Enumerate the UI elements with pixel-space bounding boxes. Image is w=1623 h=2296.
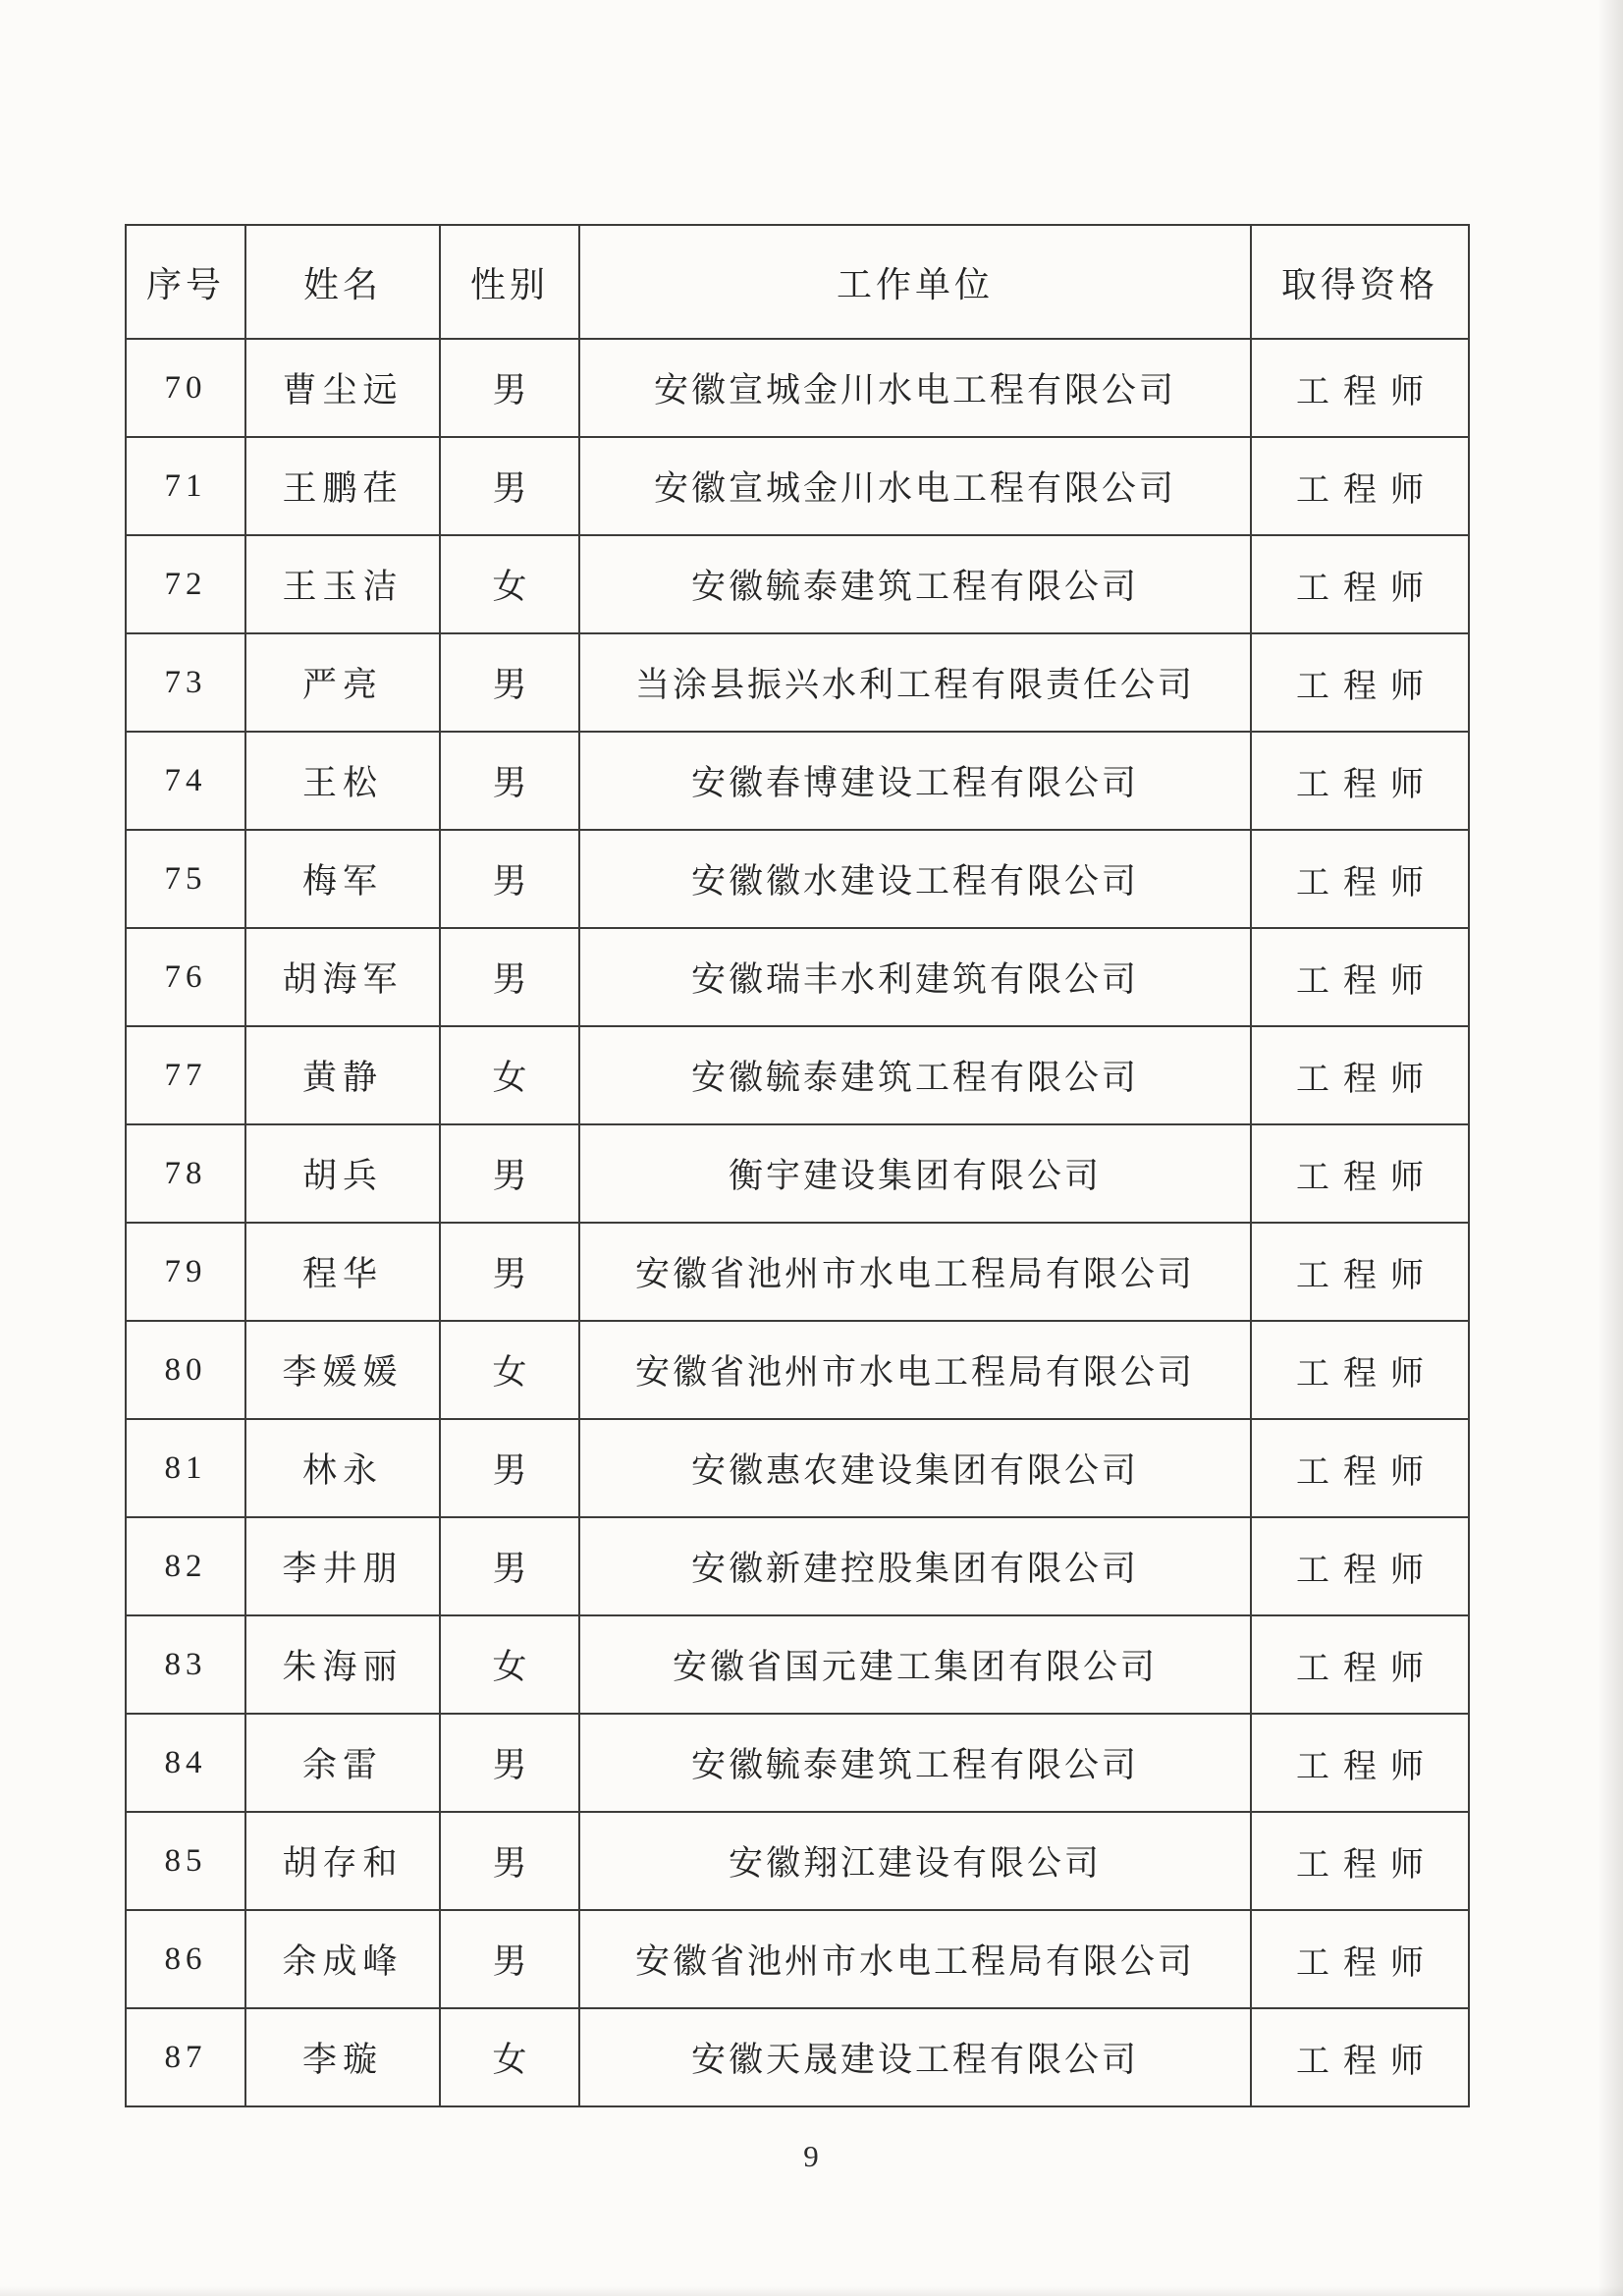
- table-row: [126, 732, 1469, 830]
- cell-company: 安徽春博建设工程有限公司: [579, 732, 1251, 830]
- cell-gender: 男: [440, 1517, 579, 1615]
- scan-edge-shading-right: [1597, 0, 1623, 2296]
- cell-qualification: 工程师: [1251, 1321, 1469, 1419]
- cell-name: 李井朋: [245, 1517, 440, 1615]
- table-row: [126, 1910, 1469, 2008]
- cell-qualification: 工程师: [1251, 1910, 1469, 2008]
- cell-qualification: 工程师: [1251, 1419, 1469, 1517]
- cell-gender: 男: [440, 437, 579, 535]
- cell-company: 安徽翔江建设有限公司: [579, 1812, 1251, 1910]
- cell-name: 王松: [245, 732, 440, 830]
- cell-qualification: 工程师: [1251, 1026, 1469, 1124]
- cell-qualification: 工程师: [1251, 1124, 1469, 1223]
- cell-gender: 男: [440, 830, 579, 928]
- column-header-qualification: 取得资格: [1251, 225, 1469, 339]
- cell-gender: 女: [440, 1026, 579, 1124]
- column-header-serial: 序号: [126, 225, 245, 339]
- cell-qualification: 工程师: [1251, 1714, 1469, 1812]
- cell-qualification: 工程师: [1251, 2008, 1469, 2106]
- table-row: [126, 1812, 1469, 1910]
- table-row: [126, 1517, 1469, 1615]
- cell-name: 胡存和: [245, 1812, 440, 1910]
- cell-qualification: 工程师: [1251, 437, 1469, 535]
- page-number: 9: [803, 2139, 820, 2173]
- table-row: [126, 928, 1469, 1026]
- cell-name: 林永: [245, 1419, 440, 1517]
- cell-serial-number: 73: [126, 633, 245, 732]
- cell-serial-number: 79: [126, 1223, 245, 1321]
- cell-gender: 女: [440, 1321, 579, 1419]
- table-row: [126, 1419, 1469, 1517]
- cell-name: 梅军: [245, 830, 440, 928]
- cell-gender: 女: [440, 2008, 579, 2106]
- cell-qualification: 工程师: [1251, 1223, 1469, 1321]
- cell-company: 安徽毓泰建筑工程有限公司: [579, 535, 1251, 633]
- cell-company: 安徽毓泰建筑工程有限公司: [579, 1714, 1251, 1812]
- roster-table: [125, 224, 1470, 2107]
- cell-company: 安徽省国元建工集团有限公司: [579, 1615, 1251, 1714]
- cell-gender: 男: [440, 339, 579, 437]
- cell-gender: 男: [440, 1714, 579, 1812]
- cell-serial-number: 74: [126, 732, 245, 830]
- cell-name: 李媛媛: [245, 1321, 440, 1419]
- cell-serial-number: 85: [126, 1812, 245, 1910]
- cell-name: 王玉洁: [245, 535, 440, 633]
- cell-name: 王鹏荏: [245, 437, 440, 535]
- cell-serial-number: 71: [126, 437, 245, 535]
- column-header-gender: 性别: [440, 225, 579, 339]
- table-row: [126, 1223, 1469, 1321]
- cell-company: 安徽惠农建设集团有限公司: [579, 1419, 1251, 1517]
- cell-gender: 男: [440, 1419, 579, 1517]
- cell-qualification: 工程师: [1251, 1517, 1469, 1615]
- cell-company: 安徽省池州市水电工程局有限公司: [579, 1321, 1251, 1419]
- cell-serial-number: 70: [126, 339, 245, 437]
- table-row: [126, 830, 1469, 928]
- cell-company: 安徽新建控股集团有限公司: [579, 1517, 1251, 1615]
- cell-gender: 男: [440, 928, 579, 1026]
- cell-company: 当涂县振兴水利工程有限责任公司: [579, 633, 1251, 732]
- cell-company: 安徽天晟建设工程有限公司: [579, 2008, 1251, 2106]
- header-row: [126, 225, 1469, 339]
- scan-edge-shading-bottom: [0, 2286, 1623, 2296]
- table-row: [126, 437, 1469, 535]
- cell-name: 曹尘远: [245, 339, 440, 437]
- cell-company: 衡宇建设集团有限公司: [579, 1124, 1251, 1223]
- cell-serial-number: 75: [126, 830, 245, 928]
- cell-gender: 男: [440, 1124, 579, 1223]
- cell-serial-number: 82: [126, 1517, 245, 1615]
- cell-serial-number: 81: [126, 1419, 245, 1517]
- cell-qualification: 工程师: [1251, 1615, 1469, 1714]
- table-row: [126, 1321, 1469, 1419]
- cell-company: 安徽毓泰建筑工程有限公司: [579, 1026, 1251, 1124]
- cell-serial-number: 87: [126, 2008, 245, 2106]
- cell-name: 胡兵: [245, 1124, 440, 1223]
- cell-name: 严亮: [245, 633, 440, 732]
- table-row: [126, 1124, 1469, 1223]
- table-row: [126, 535, 1469, 633]
- cell-qualification: 工程师: [1251, 732, 1469, 830]
- cell-company: 安徽宣城金川水电工程有限公司: [579, 437, 1251, 535]
- cell-name: 胡海军: [245, 928, 440, 1026]
- cell-serial-number: 77: [126, 1026, 245, 1124]
- cell-qualification: 工程师: [1251, 928, 1469, 1026]
- cell-name: 朱海丽: [245, 1615, 440, 1714]
- roster-table-body: [126, 339, 1469, 2106]
- cell-serial-number: 76: [126, 928, 245, 1026]
- cell-serial-number: 84: [126, 1714, 245, 1812]
- cell-serial-number: 72: [126, 535, 245, 633]
- cell-gender: 女: [440, 1615, 579, 1714]
- cell-serial-number: 86: [126, 1910, 245, 2008]
- cell-qualification: 工程师: [1251, 339, 1469, 437]
- cell-serial-number: 80: [126, 1321, 245, 1419]
- cell-gender: 男: [440, 1910, 579, 2008]
- table-row: [126, 633, 1469, 732]
- cell-qualification: 工程师: [1251, 830, 1469, 928]
- table-row: [126, 1615, 1469, 1714]
- cell-gender: 男: [440, 633, 579, 732]
- cell-name: 余雷: [245, 1714, 440, 1812]
- cell-qualification: 工程师: [1251, 633, 1469, 732]
- cell-gender: 男: [440, 1223, 579, 1321]
- cell-company: 安徽徽水建设工程有限公司: [579, 830, 1251, 928]
- cell-name: 黄静: [245, 1026, 440, 1124]
- roster-table-header: [126, 225, 1469, 339]
- cell-gender: 男: [440, 732, 579, 830]
- column-header-name: 姓名: [245, 225, 440, 339]
- cell-name: 李璇: [245, 2008, 440, 2106]
- table-row: [126, 339, 1469, 437]
- cell-company: 安徽瑞丰水利建筑有限公司: [579, 928, 1251, 1026]
- cell-qualification: 工程师: [1251, 535, 1469, 633]
- cell-name: 余成峰: [245, 1910, 440, 2008]
- column-header-company: 工作单位: [579, 225, 1251, 339]
- table-row: [126, 2008, 1469, 2106]
- table-row: [126, 1714, 1469, 1812]
- cell-name: 程华: [245, 1223, 440, 1321]
- table-row: [126, 1026, 1469, 1124]
- cell-company: 安徽省池州市水电工程局有限公司: [579, 1223, 1251, 1321]
- cell-serial-number: 83: [126, 1615, 245, 1714]
- cell-company: 安徽省池州市水电工程局有限公司: [579, 1910, 1251, 2008]
- cell-serial-number: 78: [126, 1124, 245, 1223]
- cell-gender: 女: [440, 535, 579, 633]
- cell-gender: 男: [440, 1812, 579, 1910]
- cell-company: 安徽宣城金川水电工程有限公司: [579, 339, 1251, 437]
- cell-qualification: 工程师: [1251, 1812, 1469, 1910]
